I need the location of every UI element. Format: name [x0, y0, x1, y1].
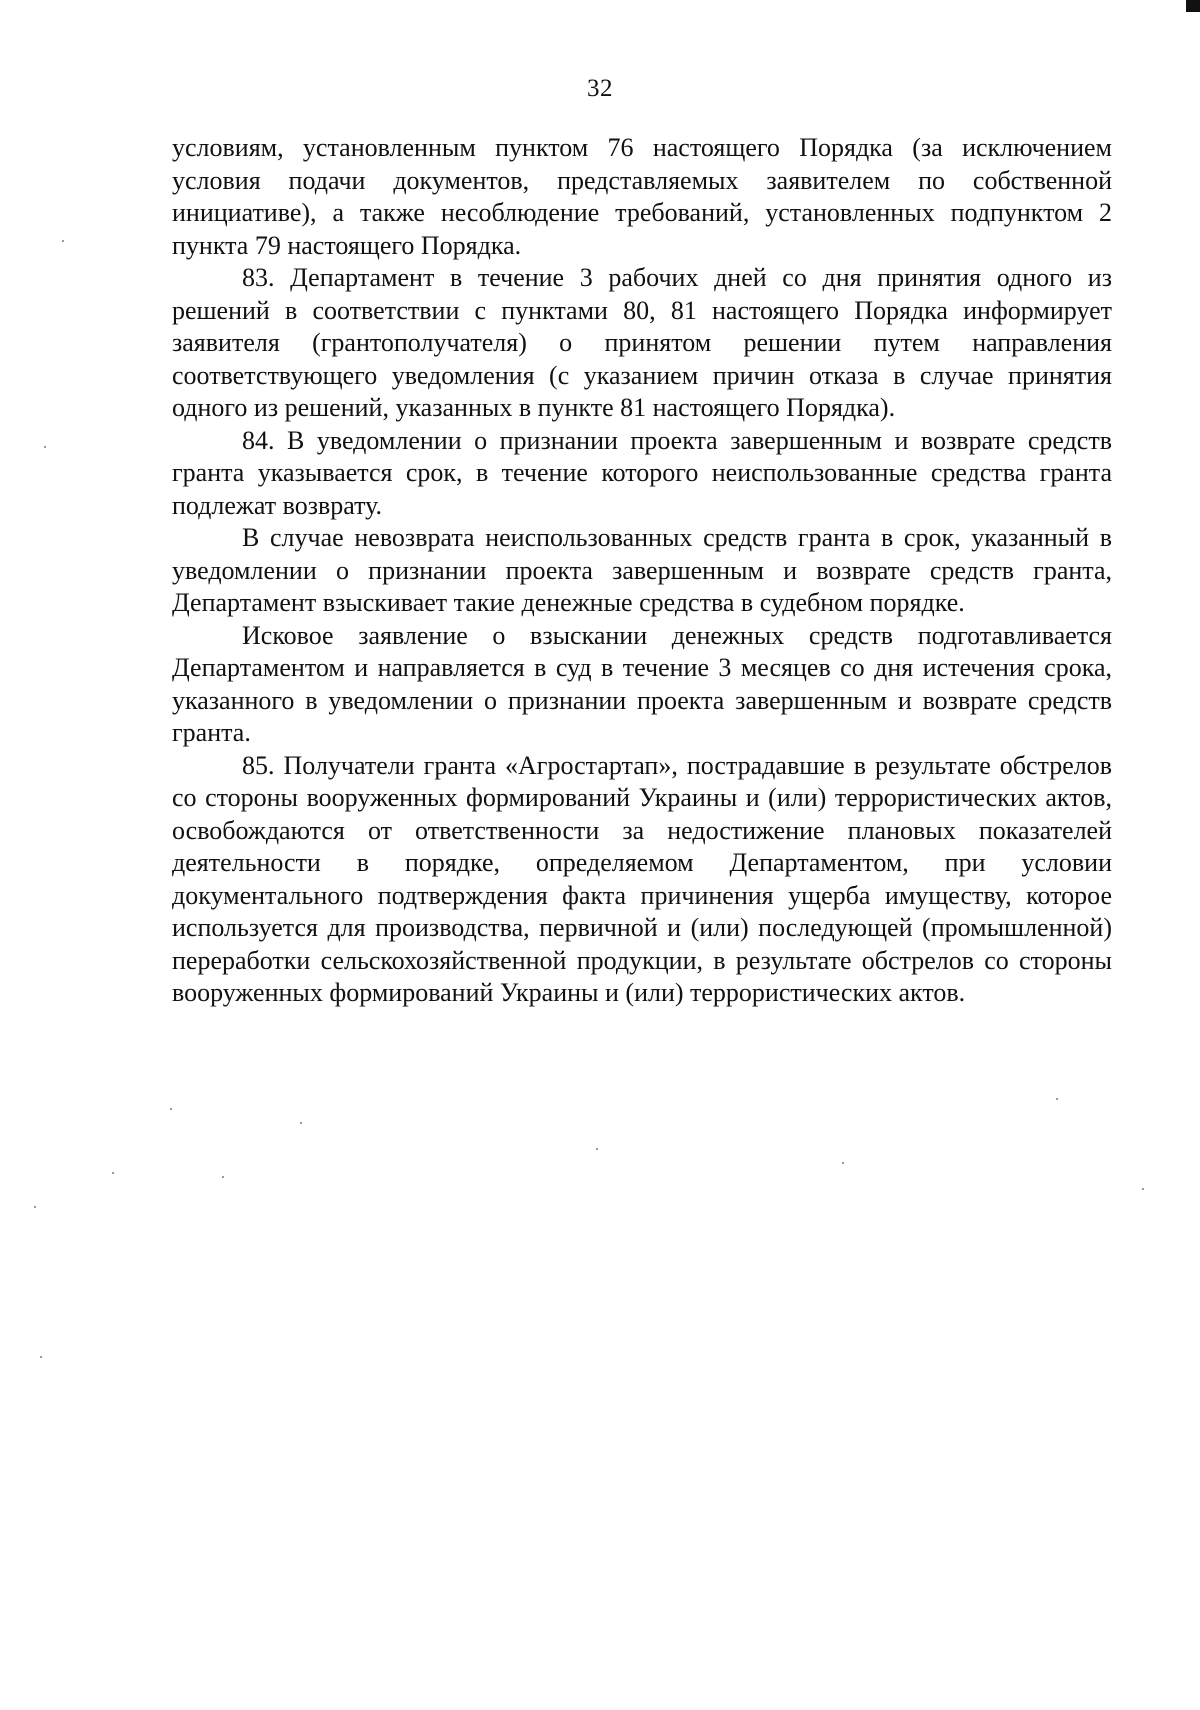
paragraph-83: 83. Департамент в течение 3 рабочих дней со дня принятия одного из решений в соответствии с пунктами 80, 81 настоящего Порядка информирует заявителя (грантополучателя) о принятом решении путем направления соответствующего уведомления (с указанием причин отказа в случае принятия одного из решений, указанных в пункте 81 настоящего Порядка).: [172, 263, 1112, 422]
scan-speck: [40, 1356, 42, 1358]
scan-speck: [44, 446, 46, 448]
scan-speck: [62, 240, 64, 242]
scan-speck: [300, 1122, 302, 1124]
paragraph-84-nonreturn: В случае невозврата неиспользованных средств гранта в срок, указанный в уведомлении о признании проекта завершенным и возврате средств гранта, Департамент взыскивает такие денежные средства в судебном порядке.: [172, 523, 1112, 617]
paragraph-continuation: условиям, установленным пунктом 76 настоящего Порядка (за исключением условия подачи документов, представляемых заявителем по собственной инициативе), а также несоблюдение требований, установленных подпунктом 2 пункта 79 настоящего Порядка.: [172, 133, 1112, 260]
scan-speck: [112, 1172, 114, 1174]
scan-speck: [842, 1162, 844, 1164]
scan-corner-mark: [1186, 0, 1200, 12]
scan-speck: [1056, 1098, 1058, 1100]
scan-speck: [222, 1176, 224, 1178]
scan-speck: [596, 1148, 598, 1150]
paragraph-84-lawsuit: Исковое заявление о взыскании денежных средств подготавливается Департаментом и направляется в суд в течение 3 месяцев со дня истечения срока, указанного в уведомлении о признании проекта завершенным и возврате средств гранта.: [172, 620, 1112, 747]
paragraph-84: 84. В уведомлении о признании проекта завершенным и возврате средств гранта указывается срок, в течение которого неиспользованные средства гранта подлежат возврату.: [172, 425, 1112, 520]
scan-speck: [34, 1206, 36, 1208]
paragraph-85: 85. Получатели гранта «Агростартап», пострадавшие в результате обстрелов со стороны вооруженных формирований Украины и (или) террористических актов, освобождаются от ответственности за недостижение плановых показателей деятельности в порядке, определяемом Департаментом, при условии документального подтверждения факта причинения ущерба имуществу, которое используется для производства, первичной и (или) последующей (промышленной) переработки сельскохозяйственной продукции, в результате обстрелов со стороны вооруженных формирований Украины и (или) террористических актов.: [172, 750, 1112, 1007]
scan-speck: [1142, 1188, 1144, 1190]
page-number: 32: [587, 75, 613, 102]
scan-speck: [170, 1108, 172, 1110]
document-body: [172, 132, 1112, 1010]
